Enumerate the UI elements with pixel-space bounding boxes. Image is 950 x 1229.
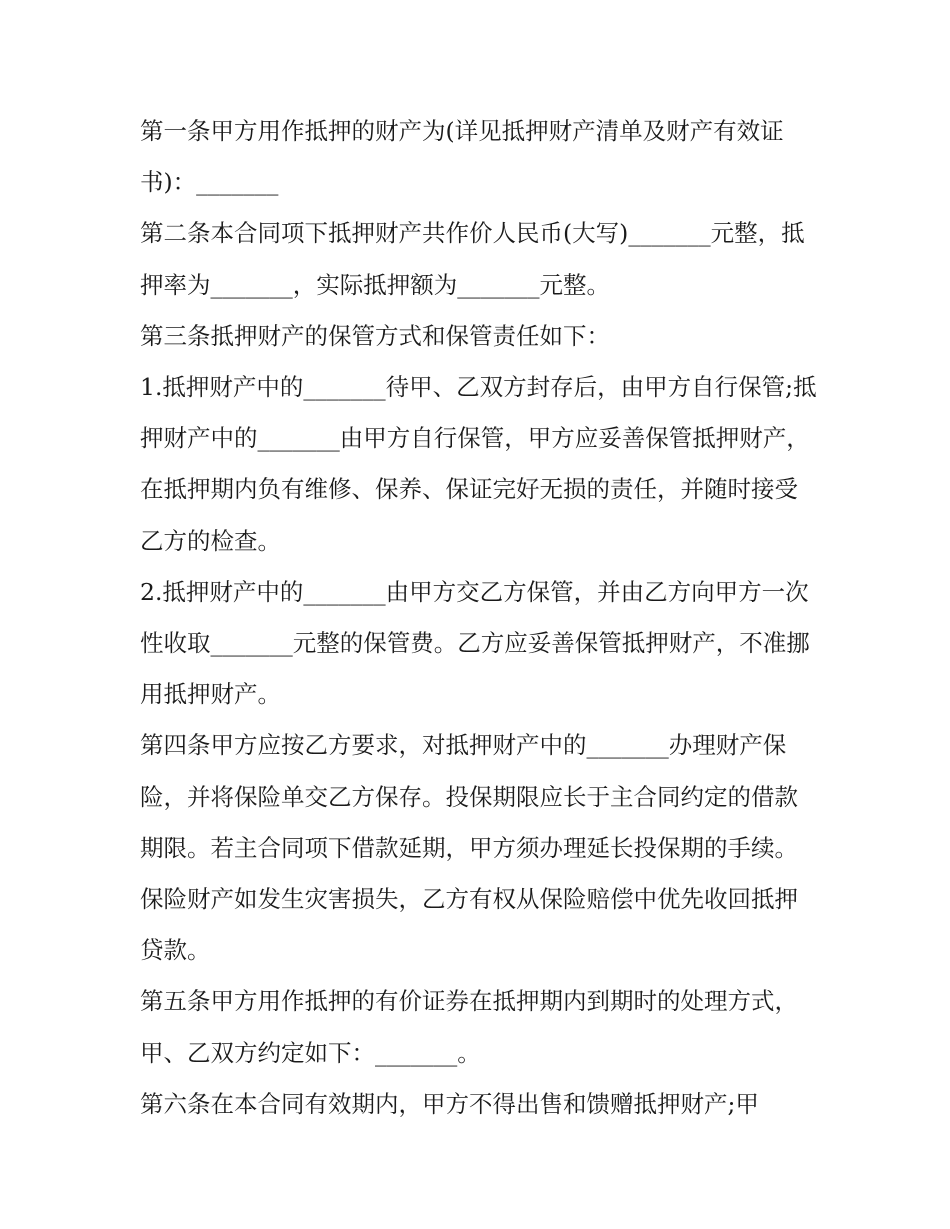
article-3-item-1: 1.抵押财产中的_______待甲、乙双方封存后，由甲方自行保管;抵押财产中的_______由甲方自行保管，甲方应妥善保管抵押财产，在抵押期内负有维修、保养、保证完好无损的责任，并随时接受乙方的检查。 bbox=[140, 373, 817, 555]
article-3-item-2: 2.抵押财产中的_______由甲方交乙方保管，并由乙方向甲方一次性收取_______元整的保管费。乙方应妥善保管抵押财产，不准挪用抵押财产。 bbox=[140, 577, 810, 709]
article-4-paragraph: 第四条甲方应按乙方要求，对抵押财产中的_______办理财产保险，并将保险单交乙方保存。投保期限应长于主合同约定的借款期限。若主合同项下借款延期，甲方须办理延长投保期的手续。保险财产如发生灾害损失，乙方有权从保险赔偿中优先收回抵押贷款。 bbox=[140, 731, 798, 965]
article-1-paragraph: 第一条甲方用作抵押的财产为(详见抵押财产清单及财产有效证书)：_______ bbox=[140, 117, 784, 197]
article-5-paragraph: 第五条甲方用作抵押的有价证券在抵押期内到期时的处理方式，甲、乙双方约定如下：_______。 bbox=[140, 987, 798, 1067]
article-2-paragraph: 第二条本合同项下抵押财产共作价人民币(大写)_______元整，抵押率为_______，实际抵押额为_______元整。 bbox=[140, 219, 805, 299]
article-3-paragraph: 第三条抵押财产的保管方式和保管责任如下： bbox=[140, 321, 610, 350]
article-6-paragraph: 第六条在本合同有效期内，甲方不得出售和馈赠抵押财产;甲 bbox=[140, 1089, 759, 1118]
document-body bbox=[140, 106, 820, 1130]
